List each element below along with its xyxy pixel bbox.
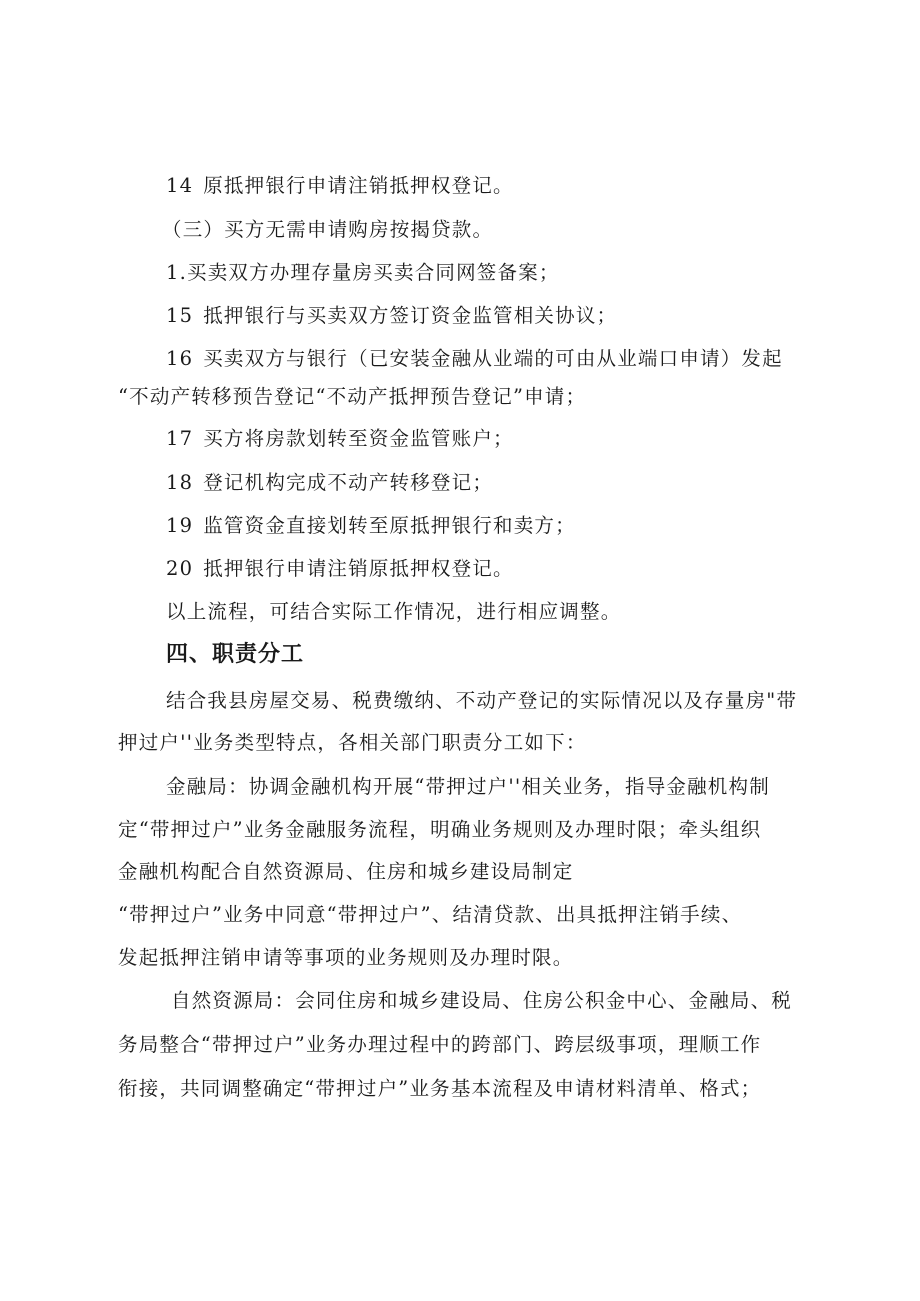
- step-number: 15: [166, 304, 194, 327]
- step-text: 抵押银行与买卖双方签订资金监管相关协议；: [203, 304, 618, 327]
- finance-bureau-line-1: 金融局：协调金融机构开展“带押过户''相关业务，指导金融机构制: [166, 775, 770, 798]
- step-text: 监管资金直接划转至原抵押银行和卖方；: [203, 514, 576, 537]
- step-number: 20: [166, 557, 194, 580]
- step-text: 买方将房款划转至资金监管账户；: [203, 427, 514, 450]
- natural-resources-line-3: 衔接，共同调整确定“带押过户”业务基本流程及申请材料清单、格式；: [118, 1077, 762, 1100]
- step-17: [166, 425, 514, 453]
- step-16-continued: “不动产转移预告登记“不动产抵押预告登记”申请；: [118, 385, 587, 408]
- step-number: 14: [166, 174, 194, 197]
- step-1: 1.买卖双方办理存量房买卖合同网签备案；: [166, 261, 560, 284]
- step-16: [166, 345, 783, 373]
- step-15: [166, 302, 617, 330]
- step-14: [166, 172, 514, 200]
- step-text: 抵押银行申请注销原抵押权登记。: [203, 557, 514, 580]
- summary-text: 以上流程，可结合实际工作情况，进行相应调整。: [166, 600, 622, 623]
- step-19: [166, 512, 576, 540]
- section-3-title: （三）买方无需申请购房按揭贷款。: [162, 218, 494, 241]
- finance-bureau-line-5: 发起抵押注销申请等事项的业务规则及办理时限。: [118, 946, 574, 969]
- natural-resources-line-1: 自然资源局：会同住房和城乡建设局、住房公积金中心、金融局、税: [171, 989, 793, 1012]
- step-number: 18: [166, 471, 194, 494]
- intro-paragraph-line-2: 押过户''业务类型特点，各相关部门职责分工如下：: [118, 731, 587, 754]
- finance-bureau-line-2: 定“带押过户”业务金融服务流程，明确业务规则及办理时限；牵头组织: [118, 818, 762, 841]
- step-text: 原抵押银行申请注销抵押权登记。: [203, 174, 514, 197]
- step-number: 17: [166, 427, 194, 450]
- section-4-heading: 四、职责分工: [166, 642, 305, 667]
- natural-resources-line-2: 务局整合“带押过户”业务办理过程中的跨部门、跨层级事项，理顺工作: [118, 1033, 762, 1056]
- step-20: [166, 555, 514, 583]
- intro-paragraph-line-1: 结合我县房屋交易、税费缴纳、不动产登记的实际情况以及存量房"带: [166, 689, 798, 712]
- step-18: [166, 469, 493, 497]
- step-number: 19: [166, 514, 194, 537]
- step-text: 登记机构完成不动产转移登记；: [203, 471, 494, 494]
- finance-bureau-line-3: 金融机构配合自然资源局、住房和城乡建设局制定: [118, 860, 574, 883]
- step-text: 买卖双方与银行（已安装金融从业端的可由从业端口申请）发起: [203, 347, 783, 370]
- finance-bureau-line-4: “带押过户”业务中同意“带押过户”、结清贷款、出具抵押注销手续、: [118, 903, 743, 926]
- step-number: 16: [166, 347, 194, 370]
